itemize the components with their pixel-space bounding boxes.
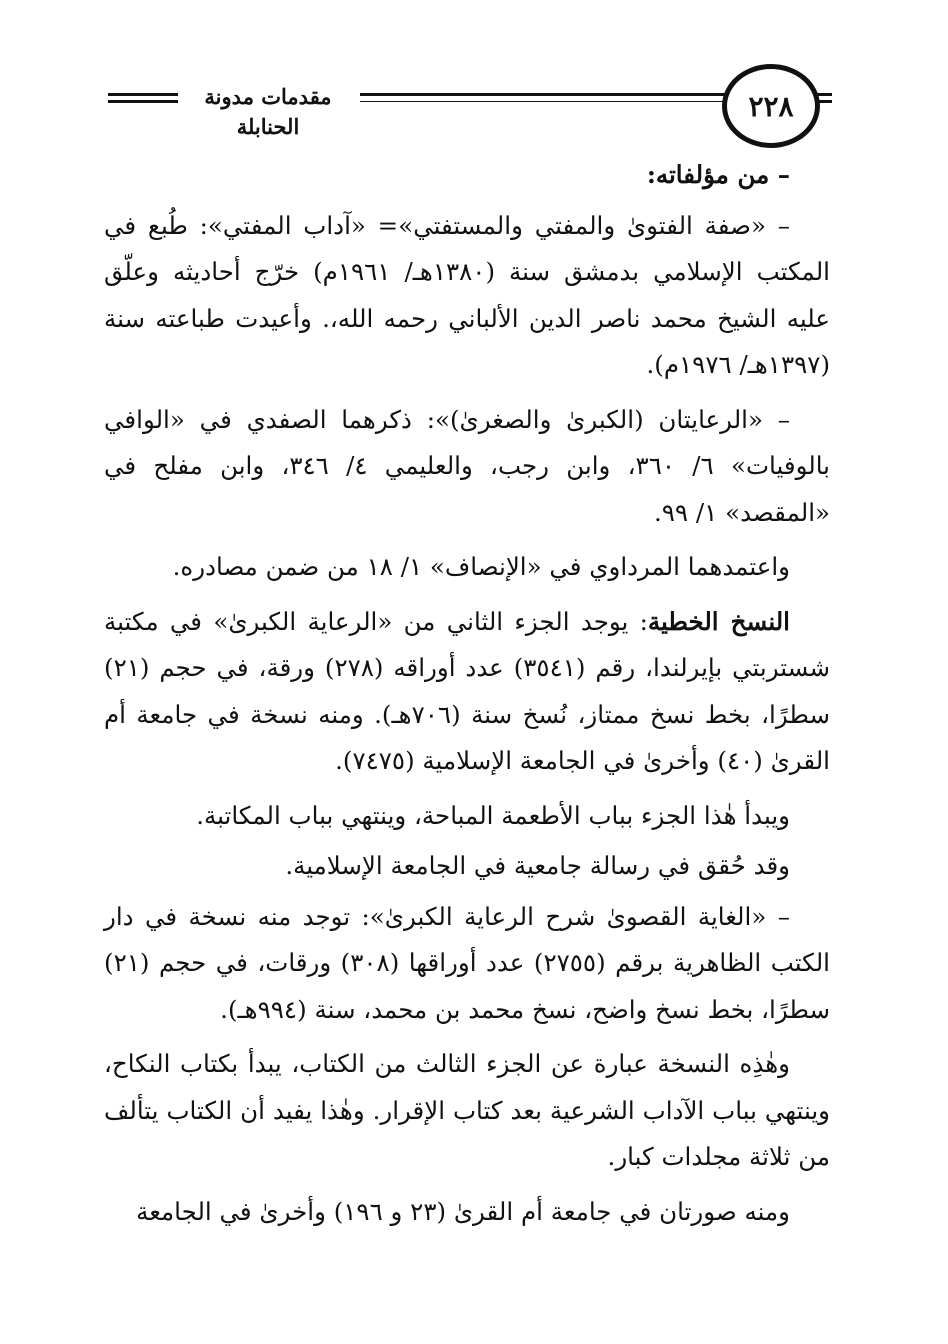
paragraph-manuscripts [104, 599, 830, 785]
paragraph-al-insaf: واعتمدهما المرداوي في «الإنصاف» ١/ ١٨ من ضمن مصادره. [172, 552, 790, 581]
paragraph-third-part: وهٰذِه النسخة عبارة عن الجزء الثالث من الكتاب، يبدأ بكتاب النكاح، وينتهي بباب الآداب الشرعية بعد كتاب الإقرار. وهٰذا يفيد أن الكتاب يتألف من ثلاثة مجلدات كبار. [104, 1049, 830, 1171]
manuscripts-text: : يوجد الجزء الثاني من «الرعاية الكبرىٰ» في مكتبة شستربتي بإيرلندا، رقم (٣٥٤١) عدد أوراقه (٢٧٨) ورقة، في حجم (٢١) سطرًا، بخط نسخ ممتاز، نُسخ سنة (٧٠٦هـ). ومنه نسخة في جامعة أم القرىٰ (٤٠) وأخرىٰ في الجامعة الإسلامية (٧٤٧٥). [104, 606, 830, 775]
header-rule-left-bottom [108, 100, 178, 103]
paragraph-al-riayatan: – «الرعايتان (الكبرىٰ والصغرىٰ)»: ذكرهما الصفدي في «الوافي بالوفيات» ٦/ ٣٦٠، وابن رجب، والعليمي ٤/ ٣٤٦، وابن مفلح في «المقصد» ١/ ٩٩. [104, 404, 830, 527]
running-title: مقدمات مدونة الحنابلة [178, 82, 358, 142]
page-number: ٢٢٨ [748, 89, 794, 123]
section-heading-works: – من مؤلفاته: [646, 160, 790, 189]
paragraph-copies: ومنه صورتان في جامعة أم القرىٰ (٢٣ و ١٩٦) وأخرىٰ في الجامعة [136, 1196, 790, 1226]
page-number-badge [722, 64, 820, 148]
header-rule-left-top [108, 93, 178, 96]
paragraph-sifat-al-fatwa: – «صفة الفتوىٰ والمفتي والمستفتي»= «آداب المفتي»: طُبع في المكتب الإسلامي بدمشق سنة (١٣٨٠هـ/ ١٩٦١م) خرّج أحاديثه وعلّق عليه الشيخ محمد ناصر الدين الألباني رحمه الله،. وأعيدت طباعته سنة (١٣٩٧هـ/ ١٩٧٦م). [104, 210, 830, 379]
paragraph-thesis: وقد حُقق في رسالة جامعية في الجامعة الإسلامية. [285, 851, 790, 880]
page-header [0, 0, 948, 150]
paragraph-al-ghaya: – «الغاية القصوىٰ شرح الرعاية الكبرىٰ»: توجد منه نسخة في دار الكتب الظاهرية برقم (٢٧٥٥) عدد أوراقها (٣٠٨) ورقات، في حجم (٢١) سطرًا، بخط نسخ واضح، نسخ محمد بن محمد، سنة (٩٩٤هـ). [104, 901, 830, 1024]
paragraph-part-start: ويبدأ هٰذا الجزء بباب الأطعمة المباحة، وينتهي بباب المكاتبة. [196, 800, 790, 830]
header-rule-middle-bottom [360, 101, 726, 102]
page-body [104, 152, 830, 1243]
manuscripts-lead: النسخ الخطية [647, 606, 790, 636]
header-rule-middle-top [360, 93, 726, 96]
